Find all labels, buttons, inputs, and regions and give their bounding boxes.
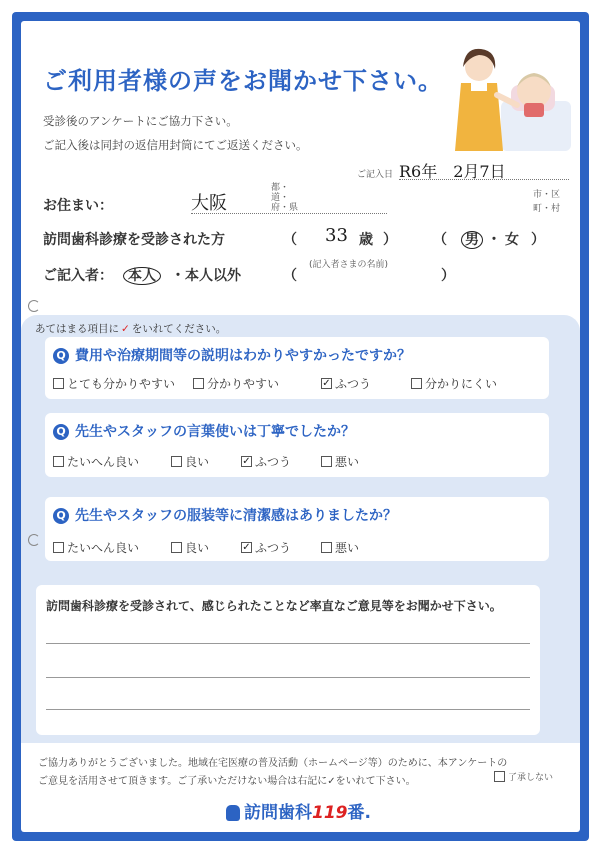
writer-sub-note: (記入者さまの名前) bbox=[309, 260, 389, 270]
q3-option-4[interactable] bbox=[321, 539, 359, 556]
instruction-suffix: をいれてください。 bbox=[131, 323, 227, 335]
question-2-text: 先生やスタッフの言葉使いは丁寧でしたか？ bbox=[75, 424, 355, 440]
sex-option-female[interactable]: 女 bbox=[505, 232, 519, 248]
address-label: お住まい： bbox=[43, 198, 113, 214]
brand-text: 訪問歯科 bbox=[244, 803, 312, 823]
question-1-text: 費用や治療期間等の説明はわかりやすかったですか？ bbox=[75, 348, 411, 364]
caregiver-illustration bbox=[439, 41, 574, 153]
tooth-icon bbox=[226, 805, 240, 821]
writer-option-other[interactable]: 本人以外 bbox=[185, 268, 241, 284]
comment-line-2 bbox=[46, 677, 530, 678]
survey-title: ご利用者様の声をお聞かせ下さい。 bbox=[43, 67, 443, 95]
q1-option-4-label: 分かりにくい bbox=[425, 377, 498, 391]
q3-option-2-checkbox[interactable] bbox=[171, 542, 182, 553]
brand-number: 119 bbox=[312, 803, 348, 823]
q1-option-4-checkbox[interactable] bbox=[411, 378, 422, 389]
q2-option-1-label: たいへん良い bbox=[67, 455, 140, 469]
instruction-text bbox=[35, 321, 226, 336]
writer-name-field[interactable] bbox=[301, 269, 431, 285]
footer-line-1: ご協力ありがとうございました。地域在宅医療の普及活動（ホームページ等）のために、本アンケートの bbox=[38, 758, 508, 769]
punch-hole-mark-bottom bbox=[28, 534, 40, 546]
sex-separator: ・ bbox=[487, 232, 501, 248]
q1-option-2[interactable] bbox=[193, 375, 279, 392]
instruction-prefix: あてはまる項目に bbox=[35, 323, 119, 335]
writer-label: ご記入者： bbox=[43, 268, 113, 284]
comment-prompt: 訪問歯科診療を受診されて、感じられたことなど率直なご意見等をお聞かせ下さい。 bbox=[46, 599, 502, 613]
q3-option-4-label: 悪い bbox=[335, 541, 360, 555]
sex-open-paren: （ bbox=[433, 232, 447, 248]
question-2 bbox=[45, 413, 549, 477]
q2-option-1[interactable] bbox=[53, 453, 139, 470]
comment-box[interactable] bbox=[36, 585, 540, 735]
age-close-paren: ） bbox=[383, 232, 397, 248]
q2-option-3[interactable] bbox=[241, 453, 291, 470]
question-1-icon: Q bbox=[53, 348, 69, 364]
date-field[interactable]: R6年 2月7日 bbox=[399, 159, 569, 180]
decline-option[interactable] bbox=[494, 770, 553, 783]
q2-option-3-checkbox[interactable]: ✓ bbox=[242, 456, 251, 467]
punch-hole-mark-top bbox=[28, 300, 40, 312]
q1-option-3-label: ふつう bbox=[335, 377, 372, 391]
intro-line-2: ご記入後は同封の返信用封筒にてご返送ください。 bbox=[43, 138, 308, 152]
q2-option-4-label: 悪い bbox=[335, 455, 360, 469]
q3-option-3-label: ふつう bbox=[255, 541, 292, 555]
question-3 bbox=[45, 497, 549, 561]
age-unit: 歳 bbox=[359, 232, 373, 248]
age-open-paren: （ bbox=[283, 232, 297, 248]
q2-option-1-checkbox[interactable] bbox=[53, 456, 64, 467]
writer-open-paren: （ bbox=[283, 268, 297, 284]
footer-line-2: ご意見を活用させて頂きます。ご了承いただけない場合は右記に✓をいれて下さい。 bbox=[38, 776, 416, 787]
instruction-check-icon: ✓ bbox=[121, 323, 130, 335]
q1-option-4[interactable] bbox=[411, 375, 497, 392]
question-1 bbox=[45, 337, 549, 399]
patient-label: 訪問歯科診療を受診された方 bbox=[43, 232, 225, 248]
sex-option-male[interactable] bbox=[461, 229, 483, 249]
q3-option-3-checkbox[interactable]: ✓ bbox=[242, 542, 251, 553]
q1-option-2-checkbox[interactable] bbox=[193, 378, 204, 389]
decline-checkbox[interactable] bbox=[494, 771, 505, 782]
age-value[interactable]: 33 bbox=[325, 225, 348, 246]
q2-option-3-label: ふつう bbox=[255, 455, 292, 469]
brand-logo bbox=[226, 798, 371, 823]
sex-close-paren: ） bbox=[531, 232, 545, 248]
writer-separator: ・ bbox=[171, 268, 185, 284]
q1-option-2-label: 分かりやすい bbox=[207, 377, 280, 391]
writer-option-self[interactable] bbox=[123, 265, 161, 285]
q3-option-1-checkbox[interactable] bbox=[53, 542, 64, 553]
q3-option-1-label: たいへん良い bbox=[67, 541, 140, 555]
comment-line-1 bbox=[46, 643, 530, 644]
q1-option-1-checkbox[interactable] bbox=[53, 378, 64, 389]
writer-self-circle: 本人 bbox=[123, 267, 161, 285]
city-options: 市・区 bbox=[533, 190, 561, 200]
sex-male-circle: 男 bbox=[461, 231, 483, 249]
q2-option-2-checkbox[interactable] bbox=[171, 456, 182, 467]
q1-option-1[interactable] bbox=[53, 375, 175, 392]
q2-option-4-checkbox[interactable] bbox=[321, 456, 332, 467]
q1-option-3[interactable] bbox=[321, 375, 371, 392]
question-3-icon: Q bbox=[53, 508, 69, 524]
survey-sheet bbox=[12, 12, 589, 841]
q1-option-1-label: とても分かりやすい bbox=[67, 377, 176, 391]
brand-suffix: 番. bbox=[347, 803, 371, 823]
address-field[interactable]: 大阪 bbox=[191, 189, 387, 214]
q1-option-3-checkbox[interactable]: ✓ bbox=[322, 378, 331, 389]
q3-option-1[interactable] bbox=[53, 539, 139, 556]
writer-close-paren: ） bbox=[441, 268, 455, 284]
question-3-text: 先生やスタッフの服装等に清潔感はありましたか？ bbox=[75, 508, 397, 524]
prefecture-options: 都・道・府・県 bbox=[271, 183, 299, 213]
intro-line-1: 受診後のアンケートにご協力下さい。 bbox=[43, 114, 238, 128]
q2-option-2-label: 良い bbox=[185, 455, 210, 469]
comment-line-3 bbox=[46, 709, 530, 710]
question-2-icon: Q bbox=[53, 424, 69, 440]
q2-option-2[interactable] bbox=[171, 453, 209, 470]
q2-option-4[interactable] bbox=[321, 453, 359, 470]
q3-option-2[interactable] bbox=[171, 539, 209, 556]
q3-option-2-label: 良い bbox=[185, 541, 210, 555]
q3-option-3[interactable] bbox=[241, 539, 291, 556]
q3-option-4-checkbox[interactable] bbox=[321, 542, 332, 553]
town-options: 町・村 bbox=[533, 204, 561, 214]
date-label: ご記入日 bbox=[357, 170, 394, 180]
decline-label: 了承しない bbox=[508, 773, 554, 783]
